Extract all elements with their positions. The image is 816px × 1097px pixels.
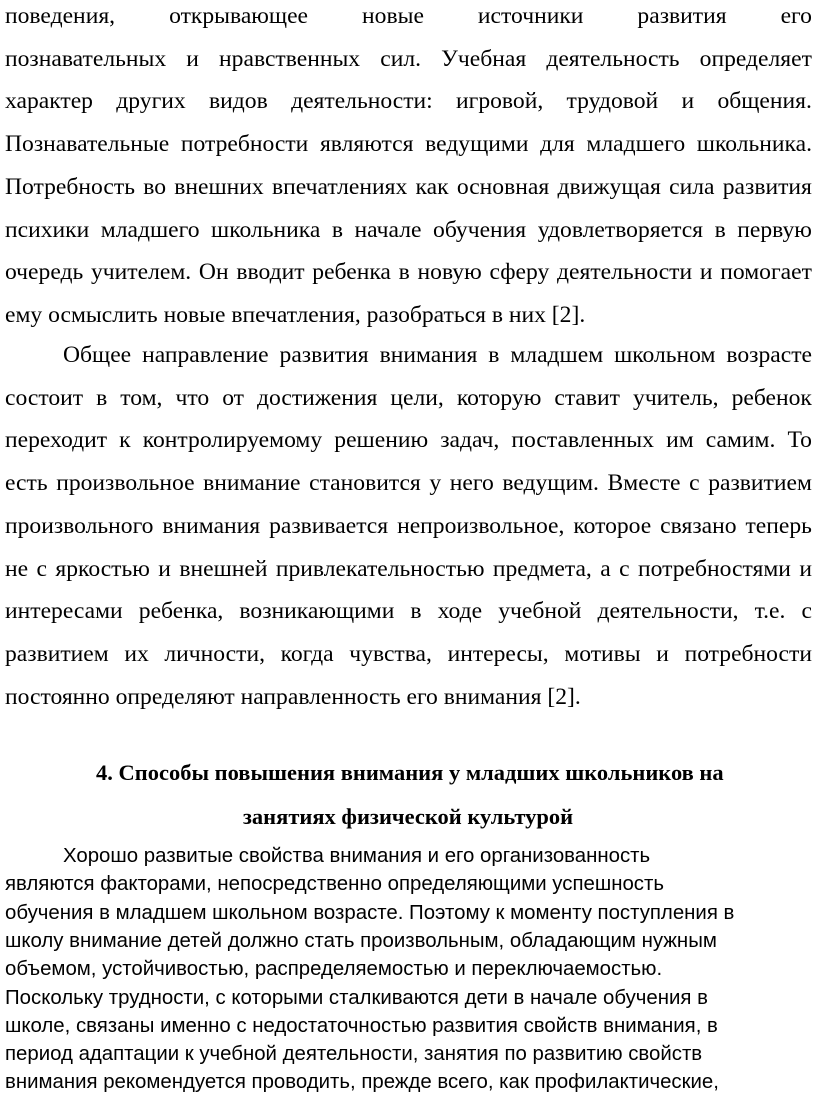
- word: контролируемому: [142, 427, 323, 454]
- word: в: [398, 259, 410, 286]
- word: внимания: [162, 512, 261, 539]
- word: учебной: [498, 598, 582, 625]
- word: определяет: [699, 45, 812, 72]
- word: развивается: [269, 512, 389, 539]
- text-line: обучения в младшем школьном возрасте. Поэтому к моменту поступления в: [5, 901, 735, 924]
- text-line: [5, 0, 812, 38]
- word: которое: [573, 512, 652, 539]
- word: с: [36, 555, 47, 582]
- word: начале: [354, 216, 422, 243]
- text-line: школе, связаны именно с недостаточностью развития свойств внимания, в: [5, 1014, 718, 1037]
- word: других: [116, 88, 186, 115]
- word: им: [666, 427, 694, 454]
- word: характер: [5, 88, 93, 115]
- word: общения.: [717, 88, 812, 115]
- word: являются: [319, 131, 414, 158]
- word: как: [415, 173, 449, 200]
- word: привлекательностью: [275, 555, 485, 582]
- word: с: [689, 470, 700, 497]
- word: личности,: [164, 640, 265, 667]
- text-line: период адаптации к учебной деятельности, занятия по развитию свойств: [5, 1043, 703, 1066]
- text-line: [5, 461, 812, 505]
- word: деятельности: [557, 259, 693, 286]
- word: интересами: [5, 598, 123, 625]
- word: младшего: [586, 131, 686, 158]
- word: познавательных: [5, 45, 167, 72]
- word: яркостью: [55, 555, 150, 582]
- word: теперь: [745, 512, 812, 539]
- text-line: [5, 122, 812, 166]
- word: его: [780, 3, 812, 29]
- section-heading-line-1: 4. Способы повышения внимания у младших школьников на: [96, 760, 724, 785]
- word: него: [449, 470, 494, 497]
- word: с: [619, 555, 630, 582]
- word: развитием: [708, 470, 812, 497]
- word: а: [600, 555, 611, 582]
- word: ставит: [554, 384, 620, 411]
- word: направление: [142, 342, 269, 368]
- word: связано: [660, 512, 737, 539]
- word: потребности: [684, 640, 812, 667]
- word: Учебная: [441, 45, 527, 72]
- word: возникающими: [239, 598, 395, 625]
- word: произвольного: [5, 512, 154, 539]
- word: и: [158, 555, 171, 582]
- word: психики: [5, 216, 90, 243]
- text-line: [5, 376, 812, 420]
- word: То: [787, 427, 812, 454]
- text-line: [5, 418, 812, 462]
- text-line: [5, 504, 812, 548]
- word: в: [488, 342, 500, 368]
- text-line: [5, 547, 812, 591]
- word: достижения: [257, 384, 378, 411]
- word: внешней: [179, 555, 268, 582]
- word: деятельности:: [291, 88, 433, 115]
- word: к: [119, 427, 131, 454]
- word: учителем.: [91, 259, 192, 286]
- word: непроизвольное,: [397, 512, 565, 539]
- word: от: [222, 384, 244, 411]
- word: Потребность: [5, 173, 135, 200]
- text-line: Хорошо развитые свойства внимания и его организованность: [63, 845, 651, 867]
- word: ребенок: [731, 384, 812, 411]
- word: Он: [198, 259, 229, 286]
- word: помогает: [720, 259, 812, 286]
- word: новые: [362, 3, 424, 29]
- word: интересы,: [447, 640, 549, 667]
- word: когда: [280, 640, 334, 667]
- text-line: [5, 37, 812, 81]
- text-line: являются факторами, непосредственно определяющими успешность: [5, 873, 664, 896]
- word: потребностями: [638, 555, 791, 582]
- word: что: [175, 384, 210, 411]
- word: поведения,: [5, 3, 116, 29]
- word: задач,: [440, 427, 500, 454]
- word: и: [186, 45, 199, 72]
- word: возрасте: [726, 342, 812, 368]
- word: у: [429, 470, 442, 497]
- word: Общее: [63, 342, 132, 368]
- word: потребности: [180, 131, 309, 158]
- word: для: [540, 131, 575, 158]
- text-line: [5, 208, 812, 252]
- text-line: [5, 589, 812, 633]
- word: трудовой: [566, 88, 659, 115]
- word: решению: [334, 427, 429, 454]
- word: первую: [737, 216, 812, 243]
- word: ведущими: [425, 131, 529, 158]
- word: Познавательные: [5, 131, 170, 158]
- word: развития: [722, 173, 812, 200]
- word: внимания: [379, 342, 478, 368]
- word: сил.: [380, 45, 422, 72]
- word: Вместе: [607, 470, 681, 497]
- word: становится: [309, 470, 421, 497]
- word: нравственных: [219, 45, 361, 72]
- word: учитель,: [633, 384, 719, 411]
- word: деятельности,: [597, 598, 739, 625]
- text-line: [5, 632, 812, 676]
- word: предмета,: [492, 555, 592, 582]
- word: в: [96, 384, 108, 411]
- word: деятельность: [546, 45, 680, 72]
- word: движущая: [557, 173, 661, 200]
- word: и: [799, 555, 812, 582]
- word: развития: [279, 342, 369, 368]
- word: во: [143, 173, 166, 200]
- word: т.е.: [754, 598, 786, 625]
- word: основная: [456, 173, 550, 200]
- word: обучения: [433, 216, 527, 243]
- text-line: ему осмыслить новые впечатления, разобраться в них [2].: [5, 301, 586, 328]
- word: мотивы: [564, 640, 641, 667]
- text-line: внимания рекомендуется проводить, прежде всего, как профилактические,: [5, 1071, 719, 1094]
- word: ребенка: [312, 259, 391, 286]
- section-heading-line-2: занятиях физической культурой: [242, 804, 574, 829]
- word: ведущим.: [502, 470, 599, 497]
- text-line: Поскольку трудности, с которыми сталкиваются дети в начале обучения в: [5, 986, 708, 1009]
- word: поставленных: [511, 427, 654, 454]
- word: их: [124, 640, 149, 667]
- word: открывающее: [169, 3, 309, 29]
- word: школьном: [614, 342, 716, 368]
- word: внешних: [174, 173, 264, 200]
- word: в: [410, 598, 422, 625]
- text-line: [5, 79, 812, 123]
- word: которую: [456, 384, 542, 411]
- word: с: [801, 598, 812, 625]
- word: развития: [637, 3, 727, 29]
- text-line: [5, 165, 812, 209]
- word: сферу: [489, 259, 550, 286]
- word: впечатлениях: [272, 173, 408, 200]
- text-line: [5, 333, 812, 377]
- word: состоит: [5, 384, 84, 411]
- text-line: школу внимание детей должно стать произвольным, обладающим нужным: [5, 929, 717, 952]
- word: вводит: [236, 259, 305, 286]
- word: младшего: [100, 216, 200, 243]
- word: младшем: [510, 342, 604, 368]
- word: есть: [5, 470, 48, 497]
- word: источники: [477, 3, 584, 29]
- word: том,: [120, 384, 163, 411]
- word: внимание: [203, 470, 301, 497]
- text-line: объемом, устойчивостью, распределяемостью и переключаемостью.: [5, 958, 663, 981]
- word: видов: [209, 88, 268, 115]
- word: переходит: [5, 427, 108, 454]
- word: развитием: [5, 640, 109, 667]
- word: самим.: [705, 427, 776, 454]
- word: и: [681, 88, 695, 115]
- text-line: постоянно определяют направленность его внимания [2].: [5, 683, 581, 710]
- word: ребенка,: [138, 598, 224, 625]
- word: игровой,: [456, 88, 544, 115]
- word: сила: [669, 173, 715, 200]
- word: удовлетворяется: [537, 216, 704, 243]
- text-line: [5, 250, 812, 294]
- word: и: [656, 640, 669, 667]
- word: чувства,: [349, 640, 432, 667]
- word: в: [714, 216, 726, 243]
- word: в: [331, 216, 343, 243]
- word: ходе: [437, 598, 483, 625]
- word: не: [5, 555, 29, 582]
- word: цели,: [390, 384, 444, 411]
- word: и: [699, 259, 713, 286]
- word: произвольное: [56, 470, 195, 497]
- word: школьника.: [696, 131, 812, 158]
- word: школьника: [211, 216, 321, 243]
- word: новую: [417, 259, 482, 286]
- word: очередь: [5, 259, 84, 286]
